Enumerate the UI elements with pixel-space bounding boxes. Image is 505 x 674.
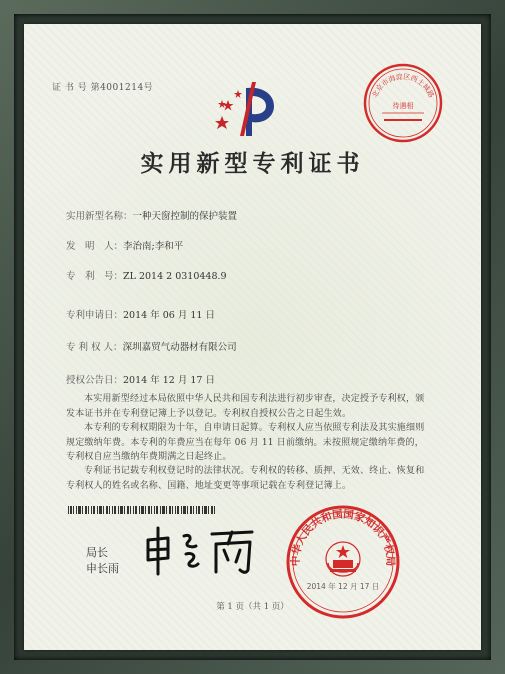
field-label: 发 明 人： [66, 241, 124, 252]
field-value: ZL 2014 2 0310448.9 [123, 271, 227, 282]
signer-title: 局长 [86, 546, 108, 559]
field-value: 2014 年 12 月 17 日 [123, 375, 215, 386]
svg-text:中华人民共和国国家知识产权局 [289, 507, 397, 566]
signer-name: 申长雨 [86, 562, 119, 575]
field-label: 授权公告日： [66, 375, 124, 386]
certificate-paragraph: 本专利的专利权期限为十年，自申请日起算。专利权人应当依照专利法及其实施细则规定缴纳年费。本专利的年费应当在每年 06 月 11 日前缴纳。未按照规定缴纳年费的，专利权自应当缴纳年费期满之日起终止。 [66, 423, 425, 462]
field-value: 2014 年 06 月 11 日 [123, 310, 215, 321]
field-inventor [66, 238, 183, 252]
national-emblem-icon [326, 542, 360, 576]
field-application-date [66, 307, 215, 321]
field-label: 实用新型名称： [66, 211, 133, 222]
certificate-paragraph: 专利证书记载专利权登记时的法律状况。专利权的转移、质押、无效、终止、恢复和专利权人的姓名或名称、国籍、地址变更等事项记载在专利登记簿上。 [66, 466, 425, 491]
field-value: 一种天窗控制的保护装置 [132, 211, 238, 222]
field-label: 专 利 号： [66, 271, 124, 282]
svg-text:北京市海淀区西土城路 [370, 72, 436, 99]
review-seal-text: 北京市海淀区西土城路 [370, 72, 436, 100]
patent-office-logo [214, 78, 280, 140]
field-value: 深圳嘉贸气动器材有限公司 [122, 342, 237, 353]
barcode [68, 506, 216, 514]
page-number: 第 1 页（共 1 页） [216, 602, 289, 612]
field-patentee [66, 339, 237, 353]
certificate-number: 证 书 号 第4001214号 [52, 83, 154, 93]
field-value: 李治南;李和平 [123, 241, 184, 252]
review-seal-subtext: 待遇相 [392, 102, 414, 110]
certificate-paragraph: 本实用新型经过本局依照中华人民共和国专利法进行初步审查，决定授予专利权，颁发本证书并在专利登记簿上予以登记。专利权自授权公告之日起生效。 [66, 394, 425, 419]
field-label: 专利申请日： [66, 310, 124, 321]
handwritten-signature [140, 520, 260, 578]
official-seal-text: 中华人民共和国国家知识产权局 [289, 508, 397, 567]
field-utility-model-name [66, 208, 237, 222]
official-seal-date: 2014 年 12 月 17 日 [306, 582, 380, 591]
field-patent-number [66, 268, 227, 282]
certificate-title: 实用新型专利证书 [140, 150, 365, 177]
review-seal [360, 60, 446, 146]
field-grant-date [66, 372, 215, 386]
field-label: 专 利 权 人： [66, 342, 123, 353]
